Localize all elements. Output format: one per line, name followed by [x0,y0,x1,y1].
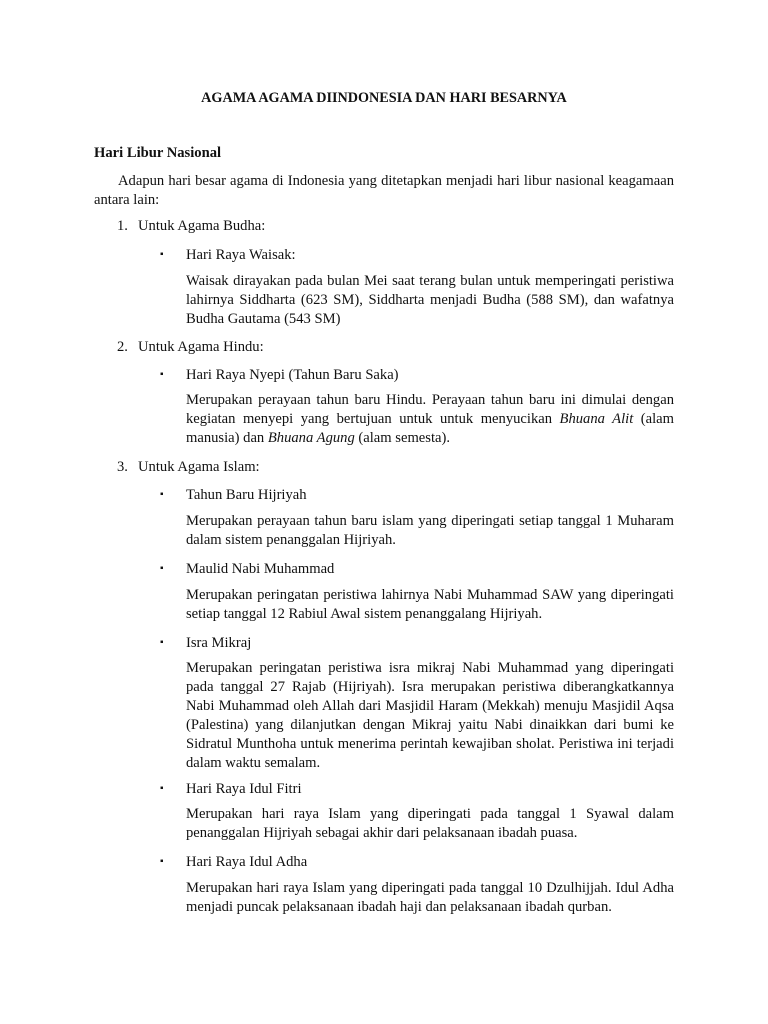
bullet-icon: ▪ [160,563,164,574]
list-number: 3. [117,459,128,475]
bullet-item-waisak [160,245,296,265]
bullet-title: Isra Mikraj [186,635,252,651]
list-label: Untuk Agama Budha: [138,218,266,234]
intro-paragraph: Adapun hari besar agama di Indonesia yang ditetapkan menjadi hari libur nasional keagamaan antara lain: [94,173,674,208]
description-hijriyah: Merupakan perayaan tahun baru islam yang diperingati setiap tanggal 1 Muharam dalam sistem penanggalan Hijriyah. [186,513,674,548]
bullet-icon: ▪ [160,783,164,794]
bullet-icon: ▪ [160,637,164,648]
description-isra-mikraj: Merupakan peringatan peristiwa isra mikraj Nabi Muhammad yang diperingati pada tanggal 27 Rajab (Hijriyah). Isra merupakan peristiwa diberangkatkannya Nabi Muhammad oleh Allah dari Masjidil Haram (Mekkah) menuju Masjidil Aqsa (Palestina) yang dilanjutkan dengan Mikraj yaitu Nabi dinaikkan dari bumi ke Sidratul Munthoha untuk menerima perintah kewajiban sholat. Peristiwa ini terjadi dalam waktu semalam. [186,660,674,771]
bullet-title: Tahun Baru Hijriyah [186,487,307,503]
description-maulid: Merupakan peringatan peristiwa lahirnya Nabi Muhammad SAW yang diperingati setiap tanggal 12 Rabiul Awal sistem penanggalang Hijriyah. [186,587,674,622]
description-idul-adha: Merupakan hari raya Islam yang diperingati pada tanggal 10 Dzulhijjah. Idul Adha menjadi puncak pelaksanaan ibadah haji dan pelaksanaan ibadah qurban. [186,880,674,915]
description-waisak: Waisak dirayakan pada bulan Mei saat terang bulan untuk memperingati peristiwa lahirnya Siddharta (623 SM), Siddharta menjadi Budha (588 SM), dan wafatnya Budha Gautama (543 SM) [186,273,674,327]
bullet-title: Hari Raya Waisak: [186,247,296,263]
bullet-item-idul-fitri [160,779,302,799]
list-number: 1. [117,218,128,234]
bullet-title: Hari Raya Idul Fitri [186,781,302,797]
bullet-item-maulid [160,559,334,579]
document-title: AGAMA AGAMA DIINDONESIA DAN HARI BESARNYA [201,90,567,106]
section-heading: Hari Libur Nasional [94,145,222,161]
bullet-title: Hari Raya Nyepi (Tahun Baru Saka) [186,367,399,383]
bullet-title: Maulid Nabi Muhammad [186,561,335,577]
list-label: Untuk Agama Hindu: [138,339,264,355]
bullet-icon: ▪ [160,369,164,380]
list-number: 2. [117,339,128,355]
bullet-icon: ▪ [160,489,164,500]
bullet-item-hijriyah [160,485,307,505]
italic-term: Bhuana Alit [559,411,634,427]
bullet-icon: ▪ [160,249,164,260]
list-item-budha [117,217,265,236]
list-item-hindu [117,338,264,357]
description-idul-fitri: Merupakan hari raya Islam yang diperingati pada tanggal 1 Syawal dalam penanggalan Hijriyah sebagai akhir dari pelaksanaan ibadah puasa. [186,806,674,841]
bullet-item-idul-adha [160,852,307,872]
list-item-islam [117,458,260,477]
bullet-item-isra-mikraj [160,633,251,653]
description-nyepi: Merupakan perayaan tahun baru Hindu. Perayaan tahun baru ini dimulai dengan kegiatan menyepi yang bertujuan untuk untuk menyucikan Bhuana Alit (alam manusia) dan Bhuana Agung (alam semesta). [186,392,674,446]
bullet-item-nyepi [160,365,399,385]
italic-term: Bhuana Agung [267,430,355,446]
bullet-icon: ▪ [160,856,164,867]
bullet-title: Hari Raya Idul Adha [186,854,308,870]
list-label: Untuk Agama Islam: [138,459,260,475]
